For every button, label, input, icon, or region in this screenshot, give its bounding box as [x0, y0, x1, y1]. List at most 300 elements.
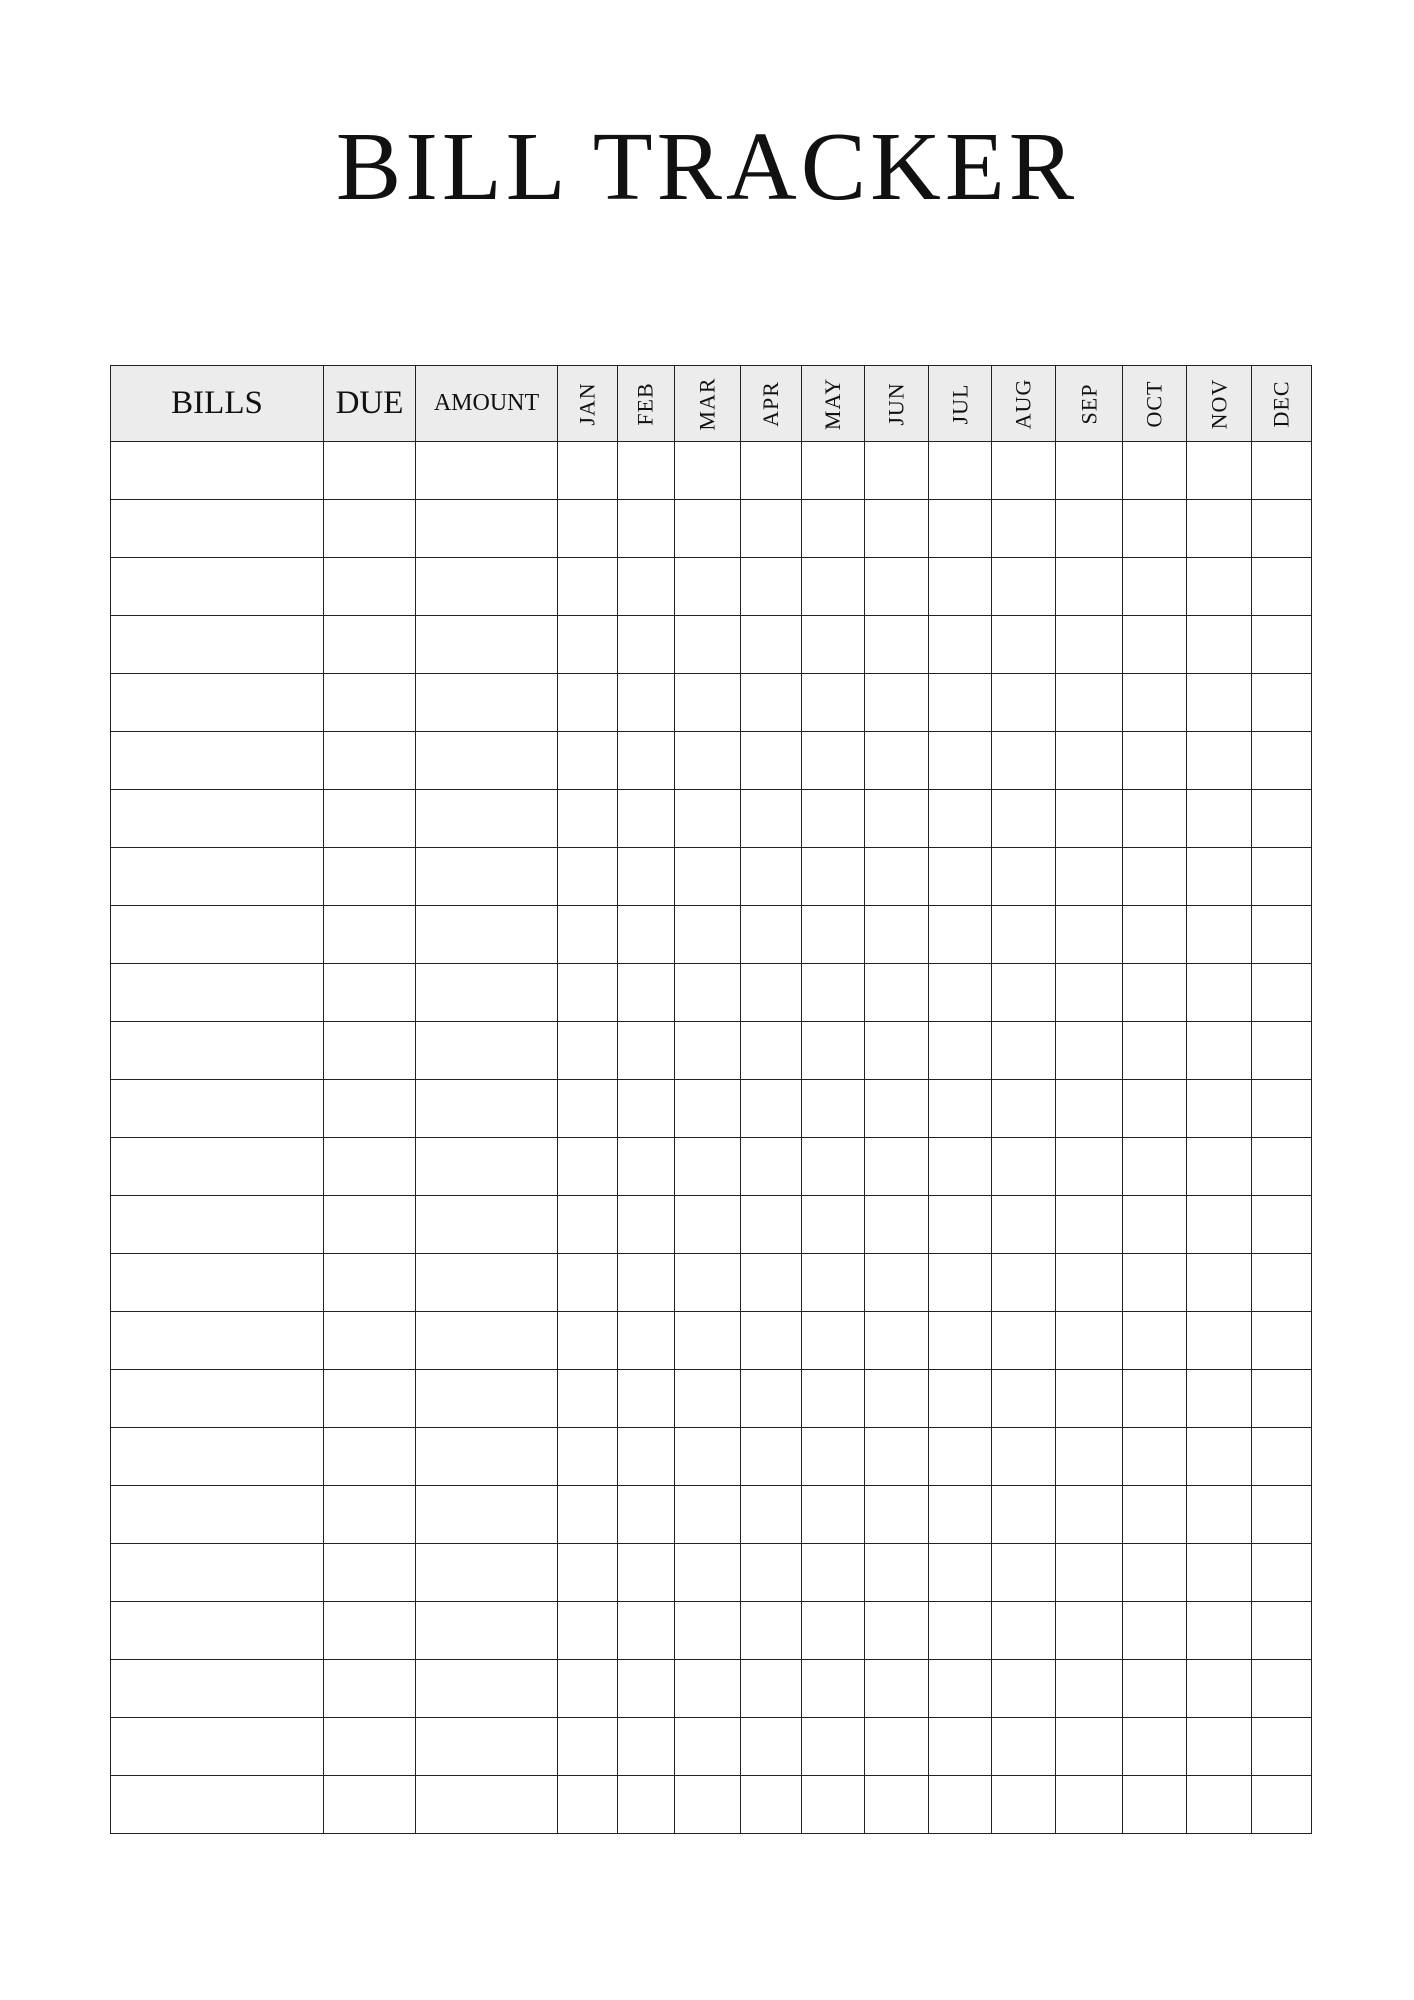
month-check-cell[interactable]	[1187, 964, 1252, 1022]
month-check-cell[interactable]	[741, 558, 802, 616]
month-check-cell[interactable]	[929, 1660, 992, 1718]
month-check-cell[interactable]	[1123, 1776, 1187, 1834]
month-check-cell[interactable]	[741, 674, 802, 732]
month-check-cell[interactable]	[1187, 674, 1252, 732]
month-check-cell[interactable]	[1056, 1428, 1123, 1486]
month-check-cell[interactable]	[802, 1602, 865, 1660]
month-check-cell[interactable]	[741, 1776, 802, 1834]
month-check-cell[interactable]	[675, 1312, 741, 1370]
month-check-cell[interactable]	[865, 1196, 929, 1254]
month-check-cell[interactable]	[1187, 442, 1252, 500]
month-check-cell[interactable]	[992, 1486, 1056, 1544]
month-check-cell[interactable]	[865, 1254, 929, 1312]
bill-name-cell[interactable]	[111, 1138, 324, 1196]
month-check-cell[interactable]	[741, 1254, 802, 1312]
month-check-cell[interactable]	[865, 1312, 929, 1370]
month-check-cell[interactable]	[1187, 1138, 1252, 1196]
month-check-cell[interactable]	[1123, 1718, 1187, 1776]
month-check-cell[interactable]	[929, 674, 992, 732]
month-check-cell[interactable]	[1187, 1486, 1252, 1544]
month-check-cell[interactable]	[1187, 616, 1252, 674]
month-check-cell[interactable]	[618, 1544, 675, 1602]
month-check-cell[interactable]	[1123, 732, 1187, 790]
month-check-cell[interactable]	[929, 964, 992, 1022]
month-check-cell[interactable]	[865, 964, 929, 1022]
month-check-cell[interactable]	[675, 1196, 741, 1254]
month-check-cell[interactable]	[618, 1428, 675, 1486]
month-check-cell[interactable]	[1252, 790, 1312, 848]
month-check-cell[interactable]	[992, 616, 1056, 674]
month-check-cell[interactable]	[802, 1544, 865, 1602]
bill-name-cell[interactable]	[111, 1602, 324, 1660]
month-check-cell[interactable]	[1187, 1370, 1252, 1428]
bill-name-cell[interactable]	[111, 442, 324, 500]
due-cell[interactable]	[324, 790, 416, 848]
month-check-cell[interactable]	[929, 1544, 992, 1602]
month-check-cell[interactable]	[929, 1718, 992, 1776]
amount-cell[interactable]	[416, 906, 558, 964]
month-check-cell[interactable]	[929, 1486, 992, 1544]
bill-name-cell[interactable]	[111, 1660, 324, 1718]
bill-name-cell[interactable]	[111, 1080, 324, 1138]
month-check-cell[interactable]	[1056, 1718, 1123, 1776]
month-check-cell[interactable]	[675, 558, 741, 616]
month-check-cell[interactable]	[618, 848, 675, 906]
month-check-cell[interactable]	[929, 1776, 992, 1834]
month-check-cell[interactable]	[1056, 1254, 1123, 1312]
month-check-cell[interactable]	[675, 1486, 741, 1544]
month-check-cell[interactable]	[1123, 1254, 1187, 1312]
month-check-cell[interactable]	[1123, 1486, 1187, 1544]
month-check-cell[interactable]	[1252, 1370, 1312, 1428]
month-check-cell[interactable]	[558, 790, 618, 848]
amount-cell[interactable]	[416, 442, 558, 500]
month-check-cell[interactable]	[802, 1428, 865, 1486]
bill-name-cell[interactable]	[111, 1254, 324, 1312]
month-check-cell[interactable]	[1123, 1080, 1187, 1138]
month-check-cell[interactable]	[558, 1138, 618, 1196]
month-check-cell[interactable]	[1187, 1602, 1252, 1660]
month-check-cell[interactable]	[1187, 1080, 1252, 1138]
bill-name-cell[interactable]	[111, 558, 324, 616]
month-check-cell[interactable]	[802, 1022, 865, 1080]
month-check-cell[interactable]	[992, 1602, 1056, 1660]
month-check-cell[interactable]	[675, 1022, 741, 1080]
month-check-cell[interactable]	[675, 500, 741, 558]
amount-cell[interactable]	[416, 1486, 558, 1544]
month-check-cell[interactable]	[865, 1080, 929, 1138]
month-check-cell[interactable]	[1252, 848, 1312, 906]
bill-name-cell[interactable]	[111, 1776, 324, 1834]
month-check-cell[interactable]	[992, 732, 1056, 790]
month-check-cell[interactable]	[675, 1428, 741, 1486]
bill-name-cell[interactable]	[111, 1370, 324, 1428]
month-check-cell[interactable]	[1252, 732, 1312, 790]
amount-cell[interactable]	[416, 1196, 558, 1254]
month-check-cell[interactable]	[558, 1312, 618, 1370]
month-check-cell[interactable]	[1056, 674, 1123, 732]
month-check-cell[interactable]	[1252, 1544, 1312, 1602]
month-check-cell[interactable]	[865, 790, 929, 848]
month-check-cell[interactable]	[802, 1138, 865, 1196]
month-check-cell[interactable]	[618, 558, 675, 616]
month-check-cell[interactable]	[802, 1254, 865, 1312]
due-cell[interactable]	[324, 1486, 416, 1544]
month-check-cell[interactable]	[558, 442, 618, 500]
month-check-cell[interactable]	[992, 1254, 1056, 1312]
month-check-cell[interactable]	[929, 1370, 992, 1428]
month-check-cell[interactable]	[675, 1254, 741, 1312]
month-check-cell[interactable]	[618, 1602, 675, 1660]
month-check-cell[interactable]	[741, 1080, 802, 1138]
month-check-cell[interactable]	[992, 1196, 1056, 1254]
month-check-cell[interactable]	[1056, 442, 1123, 500]
month-check-cell[interactable]	[802, 500, 865, 558]
month-check-cell[interactable]	[1252, 964, 1312, 1022]
month-check-cell[interactable]	[1187, 732, 1252, 790]
month-check-cell[interactable]	[558, 1486, 618, 1544]
due-cell[interactable]	[324, 1370, 416, 1428]
month-check-cell[interactable]	[1252, 1196, 1312, 1254]
month-check-cell[interactable]	[802, 616, 865, 674]
due-cell[interactable]	[324, 1544, 416, 1602]
month-check-cell[interactable]	[618, 674, 675, 732]
month-check-cell[interactable]	[1252, 906, 1312, 964]
month-check-cell[interactable]	[1056, 616, 1123, 674]
month-check-cell[interactable]	[1187, 500, 1252, 558]
month-check-cell[interactable]	[1123, 674, 1187, 732]
month-check-cell[interactable]	[1056, 964, 1123, 1022]
month-check-cell[interactable]	[618, 442, 675, 500]
month-check-cell[interactable]	[675, 1544, 741, 1602]
month-check-cell[interactable]	[741, 1312, 802, 1370]
amount-cell[interactable]	[416, 1370, 558, 1428]
amount-cell[interactable]	[416, 1544, 558, 1602]
bill-name-cell[interactable]	[111, 1544, 324, 1602]
month-check-cell[interactable]	[1187, 848, 1252, 906]
month-check-cell[interactable]	[992, 1022, 1056, 1080]
amount-cell[interactable]	[416, 1660, 558, 1718]
amount-cell[interactable]	[416, 848, 558, 906]
month-check-cell[interactable]	[865, 1138, 929, 1196]
month-check-cell[interactable]	[992, 1370, 1056, 1428]
month-check-cell[interactable]	[1252, 1022, 1312, 1080]
amount-cell[interactable]	[416, 1312, 558, 1370]
bill-name-cell[interactable]	[111, 616, 324, 674]
month-check-cell[interactable]	[1123, 1138, 1187, 1196]
month-check-cell[interactable]	[929, 616, 992, 674]
month-check-cell[interactable]	[865, 906, 929, 964]
month-check-cell[interactable]	[558, 1602, 618, 1660]
month-check-cell[interactable]	[1056, 1544, 1123, 1602]
month-check-cell[interactable]	[1252, 674, 1312, 732]
month-check-cell[interactable]	[1187, 1776, 1252, 1834]
month-check-cell[interactable]	[558, 1776, 618, 1834]
month-check-cell[interactable]	[1056, 1312, 1123, 1370]
month-check-cell[interactable]	[1123, 442, 1187, 500]
month-check-cell[interactable]	[929, 500, 992, 558]
bill-name-cell[interactable]	[111, 1718, 324, 1776]
due-cell[interactable]	[324, 616, 416, 674]
amount-cell[interactable]	[416, 558, 558, 616]
month-check-cell[interactable]	[929, 790, 992, 848]
month-check-cell[interactable]	[865, 1660, 929, 1718]
month-check-cell[interactable]	[1252, 442, 1312, 500]
month-check-cell[interactable]	[1187, 558, 1252, 616]
bill-name-cell[interactable]	[111, 1022, 324, 1080]
amount-cell[interactable]	[416, 732, 558, 790]
amount-cell[interactable]	[416, 616, 558, 674]
due-cell[interactable]	[324, 1254, 416, 1312]
month-check-cell[interactable]	[992, 1080, 1056, 1138]
bill-name-cell[interactable]	[111, 732, 324, 790]
month-check-cell[interactable]	[1123, 500, 1187, 558]
month-check-cell[interactable]	[802, 1196, 865, 1254]
month-check-cell[interactable]	[558, 1544, 618, 1602]
amount-cell[interactable]	[416, 1602, 558, 1660]
month-check-cell[interactable]	[992, 500, 1056, 558]
month-check-cell[interactable]	[802, 1776, 865, 1834]
month-check-cell[interactable]	[802, 1312, 865, 1370]
month-check-cell[interactable]	[929, 558, 992, 616]
month-check-cell[interactable]	[802, 906, 865, 964]
bill-name-cell[interactable]	[111, 1196, 324, 1254]
month-check-cell[interactable]	[675, 1660, 741, 1718]
month-check-cell[interactable]	[1252, 616, 1312, 674]
due-cell[interactable]	[324, 964, 416, 1022]
month-check-cell[interactable]	[1056, 1196, 1123, 1254]
month-check-cell[interactable]	[741, 1370, 802, 1428]
month-check-cell[interactable]	[618, 1254, 675, 1312]
month-check-cell[interactable]	[992, 790, 1056, 848]
month-check-cell[interactable]	[1187, 1718, 1252, 1776]
amount-cell[interactable]	[416, 790, 558, 848]
month-check-cell[interactable]	[1123, 1022, 1187, 1080]
month-check-cell[interactable]	[802, 1486, 865, 1544]
month-check-cell[interactable]	[618, 616, 675, 674]
due-cell[interactable]	[324, 848, 416, 906]
month-check-cell[interactable]	[1187, 1312, 1252, 1370]
month-check-cell[interactable]	[802, 732, 865, 790]
month-check-cell[interactable]	[558, 1660, 618, 1718]
month-check-cell[interactable]	[802, 1080, 865, 1138]
month-check-cell[interactable]	[929, 1428, 992, 1486]
month-check-cell[interactable]	[1252, 1718, 1312, 1776]
month-check-cell[interactable]	[1187, 1196, 1252, 1254]
month-check-cell[interactable]	[1252, 1486, 1312, 1544]
month-check-cell[interactable]	[802, 1718, 865, 1776]
due-cell[interactable]	[324, 500, 416, 558]
month-check-cell[interactable]	[992, 1428, 1056, 1486]
month-check-cell[interactable]	[992, 964, 1056, 1022]
month-check-cell[interactable]	[741, 1196, 802, 1254]
month-check-cell[interactable]	[929, 1196, 992, 1254]
bill-name-cell[interactable]	[111, 906, 324, 964]
month-check-cell[interactable]	[618, 1660, 675, 1718]
month-check-cell[interactable]	[675, 442, 741, 500]
due-cell[interactable]	[324, 906, 416, 964]
due-cell[interactable]	[324, 1022, 416, 1080]
month-check-cell[interactable]	[1123, 848, 1187, 906]
bill-name-cell[interactable]	[111, 848, 324, 906]
month-check-cell[interactable]	[992, 1660, 1056, 1718]
month-check-cell[interactable]	[741, 1602, 802, 1660]
month-check-cell[interactable]	[1056, 848, 1123, 906]
month-check-cell[interactable]	[1252, 500, 1312, 558]
month-check-cell[interactable]	[865, 1486, 929, 1544]
month-check-cell[interactable]	[802, 1370, 865, 1428]
month-check-cell[interactable]	[929, 1602, 992, 1660]
month-check-cell[interactable]	[558, 1080, 618, 1138]
month-check-cell[interactable]	[675, 906, 741, 964]
amount-cell[interactable]	[416, 1080, 558, 1138]
month-check-cell[interactable]	[1187, 1660, 1252, 1718]
month-check-cell[interactable]	[1187, 906, 1252, 964]
month-check-cell[interactable]	[1056, 1486, 1123, 1544]
due-cell[interactable]	[324, 1138, 416, 1196]
month-check-cell[interactable]	[1123, 1428, 1187, 1486]
month-check-cell[interactable]	[558, 1428, 618, 1486]
month-check-cell[interactable]	[1056, 1370, 1123, 1428]
month-check-cell[interactable]	[865, 1022, 929, 1080]
due-cell[interactable]	[324, 558, 416, 616]
month-check-cell[interactable]	[1252, 1776, 1312, 1834]
month-check-cell[interactable]	[1252, 1138, 1312, 1196]
due-cell[interactable]	[324, 1776, 416, 1834]
bill-name-cell[interactable]	[111, 1486, 324, 1544]
month-check-cell[interactable]	[1123, 906, 1187, 964]
month-check-cell[interactable]	[618, 1080, 675, 1138]
month-check-cell[interactable]	[1252, 1312, 1312, 1370]
month-check-cell[interactable]	[1056, 1602, 1123, 1660]
month-check-cell[interactable]	[929, 1254, 992, 1312]
month-check-cell[interactable]	[618, 964, 675, 1022]
month-check-cell[interactable]	[618, 1138, 675, 1196]
month-check-cell[interactable]	[741, 1486, 802, 1544]
due-cell[interactable]	[324, 674, 416, 732]
due-cell[interactable]	[324, 1428, 416, 1486]
month-check-cell[interactable]	[992, 558, 1056, 616]
month-check-cell[interactable]	[1187, 1022, 1252, 1080]
month-check-cell[interactable]	[741, 732, 802, 790]
amount-cell[interactable]	[416, 500, 558, 558]
month-check-cell[interactable]	[1123, 1312, 1187, 1370]
month-check-cell[interactable]	[802, 558, 865, 616]
month-check-cell[interactable]	[802, 1660, 865, 1718]
month-check-cell[interactable]	[618, 906, 675, 964]
amount-cell[interactable]	[416, 1254, 558, 1312]
month-check-cell[interactable]	[675, 616, 741, 674]
month-check-cell[interactable]	[992, 674, 1056, 732]
month-check-cell[interactable]	[675, 1776, 741, 1834]
month-check-cell[interactable]	[1187, 1428, 1252, 1486]
month-check-cell[interactable]	[1123, 1544, 1187, 1602]
month-check-cell[interactable]	[1252, 558, 1312, 616]
month-check-cell[interactable]	[865, 1428, 929, 1486]
month-check-cell[interactable]	[802, 848, 865, 906]
month-check-cell[interactable]	[992, 1312, 1056, 1370]
month-check-cell[interactable]	[558, 674, 618, 732]
bill-name-cell[interactable]	[111, 1428, 324, 1486]
month-check-cell[interactable]	[558, 500, 618, 558]
month-check-cell[interactable]	[1056, 1022, 1123, 1080]
month-check-cell[interactable]	[929, 1022, 992, 1080]
month-check-cell[interactable]	[865, 1544, 929, 1602]
month-check-cell[interactable]	[992, 1718, 1056, 1776]
month-check-cell[interactable]	[865, 558, 929, 616]
bill-name-cell[interactable]	[111, 674, 324, 732]
due-cell[interactable]	[324, 1718, 416, 1776]
month-check-cell[interactable]	[675, 1370, 741, 1428]
month-check-cell[interactable]	[618, 500, 675, 558]
month-check-cell[interactable]	[618, 1312, 675, 1370]
amount-cell[interactable]	[416, 1428, 558, 1486]
month-check-cell[interactable]	[1056, 1138, 1123, 1196]
month-check-cell[interactable]	[741, 790, 802, 848]
month-check-cell[interactable]	[929, 442, 992, 500]
month-check-cell[interactable]	[618, 732, 675, 790]
month-check-cell[interactable]	[992, 848, 1056, 906]
bill-name-cell[interactable]	[111, 964, 324, 1022]
month-check-cell[interactable]	[865, 616, 929, 674]
month-check-cell[interactable]	[1056, 1776, 1123, 1834]
month-check-cell[interactable]	[929, 906, 992, 964]
month-check-cell[interactable]	[618, 1486, 675, 1544]
month-check-cell[interactable]	[992, 906, 1056, 964]
month-check-cell[interactable]	[675, 1080, 741, 1138]
month-check-cell[interactable]	[1123, 1602, 1187, 1660]
month-check-cell[interactable]	[741, 848, 802, 906]
month-check-cell[interactable]	[741, 1544, 802, 1602]
month-check-cell[interactable]	[558, 1370, 618, 1428]
month-check-cell[interactable]	[992, 1138, 1056, 1196]
month-check-cell[interactable]	[802, 674, 865, 732]
month-check-cell[interactable]	[929, 1138, 992, 1196]
month-check-cell[interactable]	[618, 1196, 675, 1254]
month-check-cell[interactable]	[865, 442, 929, 500]
month-check-cell[interactable]	[1252, 1254, 1312, 1312]
amount-cell[interactable]	[416, 1718, 558, 1776]
month-check-cell[interactable]	[802, 790, 865, 848]
month-check-cell[interactable]	[675, 1138, 741, 1196]
month-check-cell[interactable]	[1252, 1660, 1312, 1718]
month-check-cell[interactable]	[1123, 1196, 1187, 1254]
due-cell[interactable]	[324, 732, 416, 790]
month-check-cell[interactable]	[558, 558, 618, 616]
amount-cell[interactable]	[416, 1776, 558, 1834]
month-check-cell[interactable]	[929, 1080, 992, 1138]
month-check-cell[interactable]	[1056, 732, 1123, 790]
bill-name-cell[interactable]	[111, 500, 324, 558]
month-check-cell[interactable]	[1056, 790, 1123, 848]
month-check-cell[interactable]	[1187, 790, 1252, 848]
month-check-cell[interactable]	[1123, 616, 1187, 674]
month-check-cell[interactable]	[618, 1776, 675, 1834]
month-check-cell[interactable]	[618, 1022, 675, 1080]
due-cell[interactable]	[324, 442, 416, 500]
month-check-cell[interactable]	[992, 1544, 1056, 1602]
month-check-cell[interactable]	[675, 848, 741, 906]
month-check-cell[interactable]	[558, 732, 618, 790]
month-check-cell[interactable]	[741, 1660, 802, 1718]
month-check-cell[interactable]	[558, 848, 618, 906]
month-check-cell[interactable]	[558, 1718, 618, 1776]
month-check-cell[interactable]	[1123, 964, 1187, 1022]
amount-cell[interactable]	[416, 964, 558, 1022]
month-check-cell[interactable]	[675, 732, 741, 790]
month-check-cell[interactable]	[618, 1718, 675, 1776]
month-check-cell[interactable]	[1123, 558, 1187, 616]
